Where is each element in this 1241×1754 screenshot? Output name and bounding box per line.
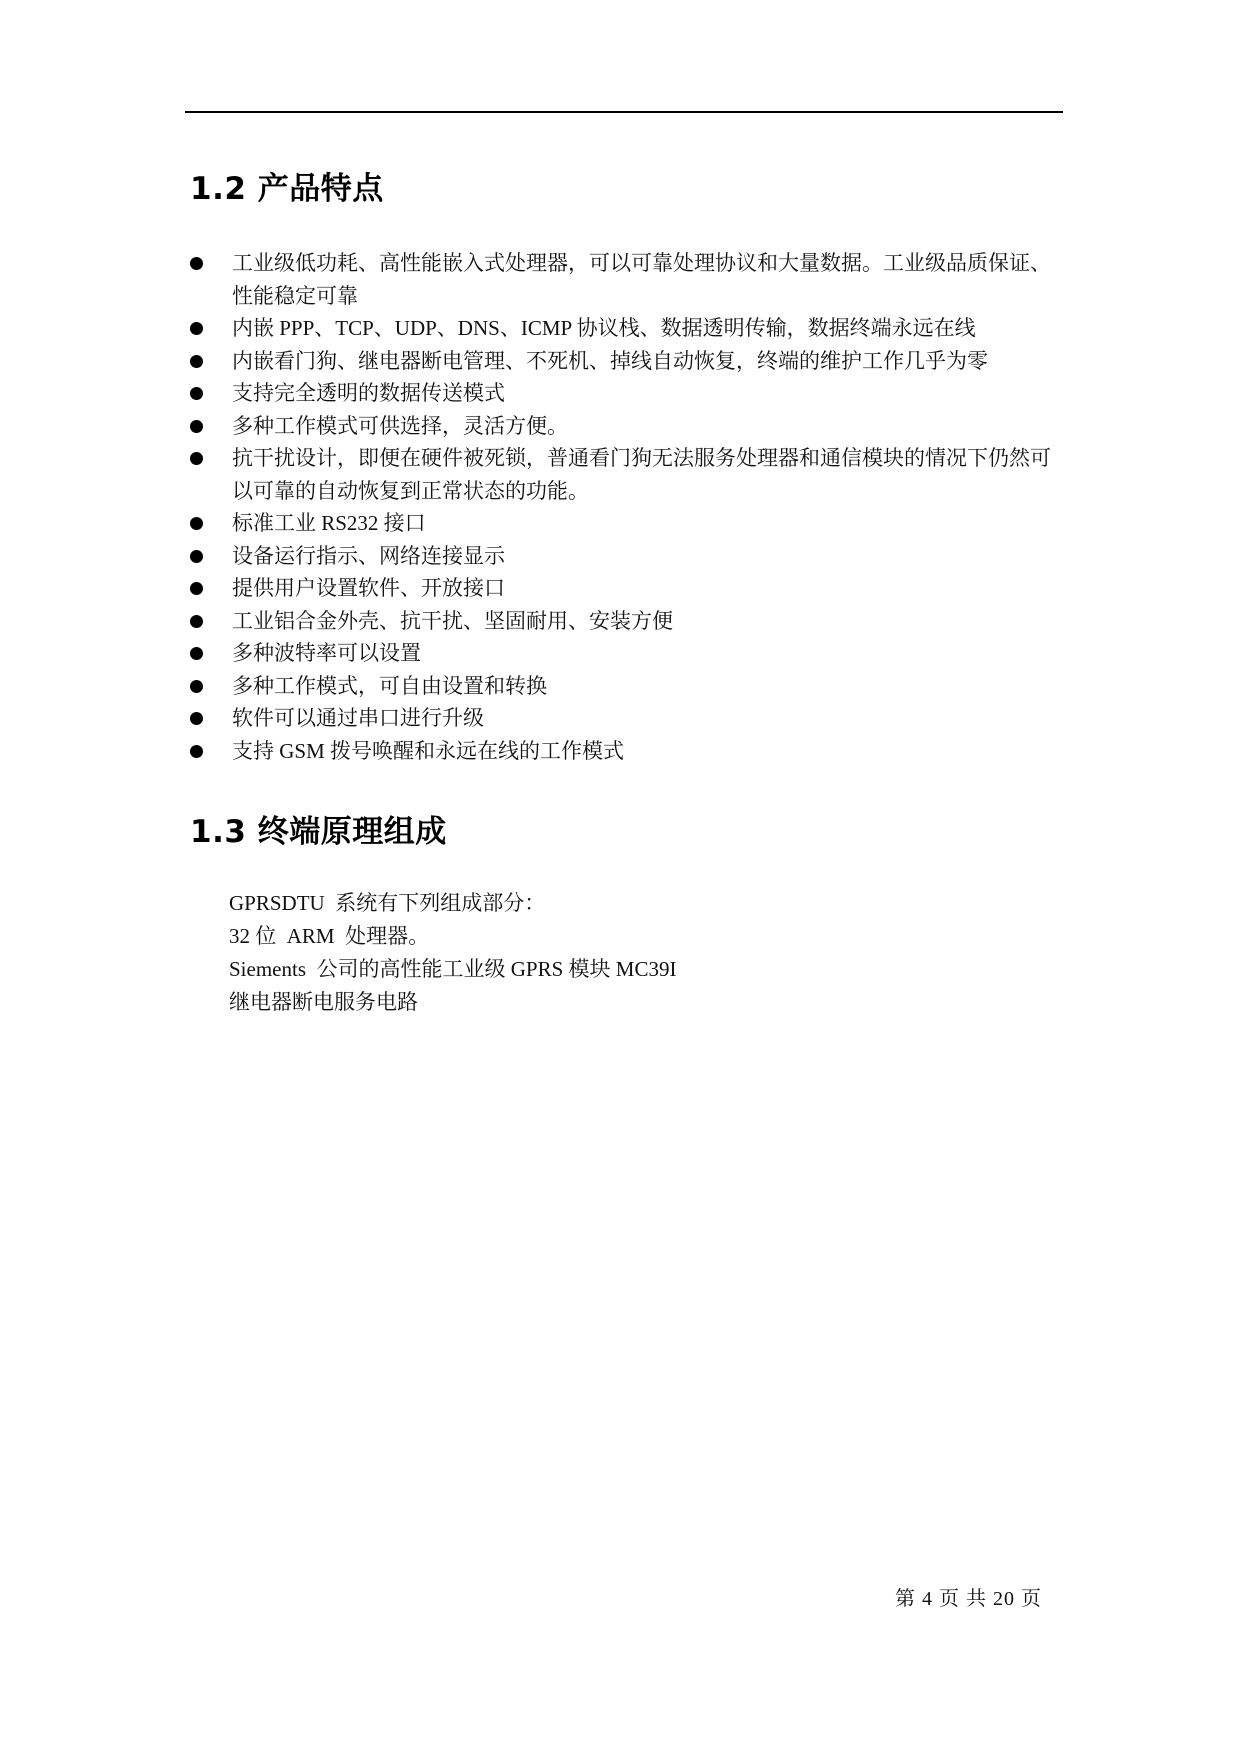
feature-item bbox=[190, 345, 1070, 378]
bullet-icon bbox=[190, 355, 203, 368]
feature-item bbox=[190, 572, 1070, 605]
feature-text: 内嵌看门狗、继电器断电管理、不死机、掉线自动恢复，终端的维护工作几乎为零 bbox=[232, 348, 988, 373]
feature-item bbox=[190, 377, 1070, 410]
section-heading-product-features: 1.2 产品特点 bbox=[190, 171, 384, 207]
feature-list bbox=[190, 247, 1070, 767]
bullet-icon bbox=[190, 257, 203, 270]
feature-text: 工业铝合金外壳、抗干扰、坚固耐用、安装方便 bbox=[232, 608, 673, 633]
feature-text: 软件可以通过串口进行升级 bbox=[232, 706, 484, 730]
bullet-icon bbox=[190, 615, 203, 628]
bullet-icon bbox=[190, 712, 203, 725]
header-rule bbox=[185, 111, 1063, 113]
feature-text: 支持完全透明的数据传送模式 bbox=[232, 381, 505, 405]
feature-item bbox=[190, 540, 1070, 573]
page-number: 第 4 页 共 20 页 bbox=[895, 1588, 1042, 1610]
bullet-icon bbox=[190, 387, 203, 400]
feature-text: 工业级低功耗、高性能嵌入式处理器，可以可靠处理协议和大量数据。工业级品质保证、性能稳定可靠 bbox=[232, 251, 1051, 308]
bullet-icon bbox=[190, 582, 203, 595]
bullet-icon bbox=[190, 322, 203, 335]
feature-text: 多种工作模式，可自由设置和转换 bbox=[232, 673, 547, 698]
composition-line: 继电器断电服务电路 bbox=[229, 990, 418, 1014]
feature-item bbox=[190, 410, 1070, 443]
bullet-icon bbox=[190, 517, 203, 530]
feature-text: 设备运行指示、网络连接显示 bbox=[232, 543, 505, 568]
composition-list bbox=[229, 887, 1029, 1019]
bullet-icon bbox=[190, 420, 203, 433]
composition-line: GPRSDTU 系统有下列组成部分： bbox=[229, 891, 546, 915]
feature-item bbox=[190, 442, 1070, 507]
feature-text: 多种波特率可以设置 bbox=[232, 641, 421, 665]
feature-item bbox=[190, 247, 1070, 312]
feature-text: 内嵌 PPP、TCP、UDP、DNS、ICMP 协议栈、数据透明传输，数据终端永远在线 bbox=[232, 316, 976, 340]
section-heading-terminal-composition: 1.3 终端原理组成 bbox=[190, 814, 447, 850]
feature-item bbox=[190, 605, 1070, 638]
feature-item bbox=[190, 507, 1070, 540]
bullet-icon bbox=[190, 647, 203, 660]
feature-text: 提供用户设置软件、开放接口 bbox=[232, 576, 505, 600]
feature-text: 支持 GSM 拨号唤醒和永远在线的工作模式 bbox=[232, 738, 625, 763]
feature-item bbox=[190, 735, 1070, 768]
bullet-icon bbox=[190, 550, 203, 563]
feature-text: 多种工作模式可供选择，灵活方便。 bbox=[232, 413, 568, 438]
composition-line: Siements 公司的高性能工业级 GPRS 模块 MC39I bbox=[229, 957, 677, 981]
feature-item bbox=[190, 670, 1070, 703]
feature-item bbox=[190, 637, 1070, 670]
bullet-icon bbox=[190, 745, 203, 758]
bullet-icon bbox=[190, 452, 203, 465]
feature-item bbox=[190, 702, 1070, 735]
composition-line: 32 位 ARM 处理器。 bbox=[229, 924, 430, 948]
feature-item bbox=[190, 312, 1070, 345]
bullet-icon bbox=[190, 680, 203, 693]
feature-text: 抗干扰设计，即便在硬件被死锁，普通看门狗无法服务处理器和通信模块的情况下仍然可以可靠的自动恢复到正常状态的功能。 bbox=[232, 446, 1051, 503]
feature-text: 标准工业 RS232 接口 bbox=[232, 511, 426, 535]
